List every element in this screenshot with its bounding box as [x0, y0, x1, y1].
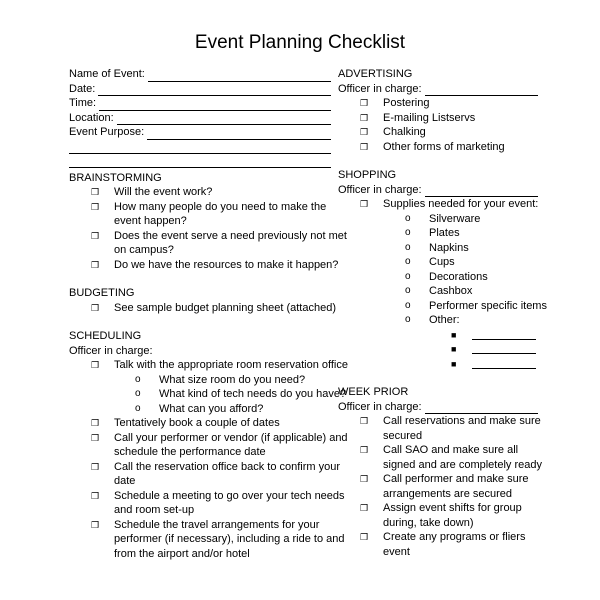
date-label: Date:	[69, 82, 96, 95]
checklist-item-text: performer (if necessary), including a ride to and	[114, 533, 345, 545]
sub-list-item-text: Cups	[429, 256, 455, 268]
checklist-item[interactable]	[338, 125, 538, 140]
other-line[interactable]	[472, 353, 536, 354]
sub-list-item-text: What kind of tech needs do you have?	[159, 388, 347, 400]
budgeting-list	[69, 301, 336, 316]
checkbox-icon[interactable]: ❒	[91, 230, 100, 241]
checklist-item[interactable]	[338, 111, 538, 126]
checklist-item-text: Other forms of marketing	[383, 140, 505, 153]
checklist-item-text: Does the event serve a need previously not met	[114, 229, 347, 242]
checklist-item-text: See sample budget planning sheet (attached)	[114, 301, 336, 314]
checklist-item-text: Postering	[383, 97, 430, 109]
checkbox-icon[interactable]: ❒	[91, 461, 100, 472]
checklist-item[interactable]	[69, 489, 345, 518]
shopping-officer-line[interactable]	[425, 185, 538, 197]
sub-list-item	[338, 299, 547, 314]
checklist-item-text: Call reservations and make sure	[383, 415, 541, 427]
checkbox-icon[interactable]: ❒	[360, 474, 369, 484]
event-purpose-field[interactable]	[69, 125, 331, 140]
sub-list-item	[338, 284, 538, 299]
checklist-item-text: signed and are completely ready	[383, 458, 542, 471]
checkbox-icon[interactable]: ❒	[360, 416, 369, 426]
page-title: Event Planning Checklist	[194, 32, 406, 53]
sub-list-item	[338, 226, 538, 241]
checkbox-icon[interactable]: ❒	[360, 532, 369, 542]
checklist-item-text: date	[114, 475, 136, 487]
circle-bullet-icon: o	[405, 212, 411, 224]
week-prior-officer-line[interactable]	[425, 402, 538, 414]
date-line[interactable]	[98, 84, 331, 96]
supplies-list	[338, 212, 547, 328]
sub-list-item	[338, 313, 538, 328]
name-of-event-line[interactable]	[148, 70, 331, 82]
checklist-item[interactable]	[69, 518, 345, 562]
brainstorming-list	[69, 185, 347, 272]
other-line[interactable]	[472, 368, 536, 369]
name-of-event-field[interactable]	[69, 67, 331, 82]
circle-bullet-icon: o	[405, 227, 411, 238]
checkbox-icon[interactable]: ❒	[360, 503, 369, 513]
shopping-officer-field[interactable]	[338, 183, 538, 198]
other-blank-1[interactable]	[338, 328, 538, 343]
checklist-item-text: schedule the performance date	[114, 446, 266, 458]
time-line[interactable]	[99, 99, 331, 111]
advertising-officer-field[interactable]	[338, 82, 538, 97]
sub-list-item	[338, 241, 538, 256]
checklist-item[interactable]	[69, 200, 331, 229]
sub-list-item-text: Cashbox	[429, 285, 473, 297]
advertising-officer-label: Officer in charge:	[338, 82, 422, 95]
location-line[interactable]	[117, 113, 331, 125]
checklist-item-text: event	[383, 545, 410, 558]
checkbox-icon[interactable]: ❒	[360, 445, 369, 455]
checkbox-icon[interactable]: ❒	[360, 98, 369, 108]
checklist-item[interactable]	[69, 301, 336, 316]
checklist-item-text: How many people do you need to make the	[114, 200, 327, 213]
sub-list-item-text: What size room do you need?	[159, 373, 306, 386]
square-bullet-icon: ■	[451, 358, 457, 369]
checkbox-icon[interactable]: ❒	[91, 418, 100, 428]
other-blank-2[interactable]	[338, 342, 538, 357]
checklist-item-text: Will the event work?	[114, 186, 213, 198]
checklist-item-text: Create any programs or fliers	[383, 531, 526, 543]
advertising-officer-line[interactable]	[425, 84, 538, 96]
circle-bullet-icon: o	[135, 388, 141, 399]
checklist-item[interactable]	[338, 140, 538, 155]
name-of-event-label: Name of Event:	[69, 68, 145, 80]
circle-bullet-icon: o	[405, 241, 411, 253]
scheduling-list	[69, 416, 348, 561]
sub-list-item	[69, 387, 347, 402]
checklist-item-text: event happen?	[114, 215, 187, 227]
checklist-item[interactable]	[338, 96, 538, 111]
other-line[interactable]	[472, 339, 536, 340]
checkbox-icon[interactable]: ❒	[360, 141, 369, 152]
checklist-item[interactable]	[69, 358, 348, 373]
checklist-item[interactable]	[69, 229, 347, 258]
checklist-item-text: from the airport and/or hotel	[114, 547, 250, 560]
week-prior-officer-field[interactable]	[338, 400, 538, 415]
checklist-item[interactable]	[338, 530, 538, 559]
checklist-item[interactable]	[338, 414, 541, 443]
checklist-item-text: Schedule the travel arrangements for your	[114, 518, 320, 531]
checklist-item[interactable]	[69, 185, 331, 200]
budgeting-heading: BUDGETING	[69, 287, 135, 299]
scheduling-officer-label: Officer in charge:	[69, 344, 153, 357]
checkbox-icon[interactable]: ❒	[91, 259, 100, 270]
sub-list-item-text: Silverware	[429, 212, 481, 225]
date-field[interactable]	[69, 82, 331, 97]
purpose-blank-line-1[interactable]	[69, 140, 331, 154]
checklist-item-text: arrangements are secured	[383, 487, 513, 500]
brainstorming-heading: BRAINSTORMING	[69, 171, 162, 184]
checklist-item[interactable]	[338, 472, 538, 501]
other-blank-3[interactable]	[338, 357, 538, 372]
checkbox-icon[interactable]: ❒	[360, 127, 369, 137]
sub-list-item-text: Napkins	[429, 241, 469, 254]
advertising-list	[338, 96, 538, 154]
checkbox-icon[interactable]: ❒	[91, 490, 100, 501]
checklist-item[interactable]	[69, 258, 339, 273]
checklist-item[interactable]	[338, 197, 538, 212]
purpose-blank-line-2[interactable]	[69, 154, 331, 168]
sub-list-item-text: Other:	[429, 314, 460, 326]
checklist-item-text: during, take down)	[383, 516, 474, 529]
checklist-item-text: Schedule a meeting to go over your tech needs	[114, 489, 345, 502]
right-column	[338, 67, 547, 559]
circle-bullet-icon: o	[405, 299, 411, 311]
event-purpose-label: Event Purpose:	[69, 126, 145, 138]
checklist-item-text: Call the reservation office back to confirm your	[114, 460, 341, 473]
checkbox-icon[interactable]: ❒	[91, 360, 100, 370]
checklist-item-text: Do we have the resources to make it happen?	[114, 258, 339, 271]
sub-list-item-text: What can you afford?	[159, 402, 264, 415]
checkbox-icon[interactable]: ❒	[360, 199, 369, 209]
checklist-item-text: Call your performer or vendor (if applicable) and	[114, 431, 348, 444]
sub-list-item	[338, 212, 538, 227]
checklist-item[interactable]	[69, 416, 331, 431]
checklist-item-text: Assign event shifts for group	[383, 502, 522, 514]
checkbox-icon[interactable]: ❒	[91, 432, 100, 443]
checkbox-icon[interactable]: ❒	[91, 302, 100, 313]
circle-bullet-icon: o	[405, 256, 411, 267]
supplies-label: Supplies needed for your event:	[383, 198, 539, 210]
circle-bullet-icon: o	[405, 285, 411, 296]
checkbox-icon[interactable]: ❒	[91, 519, 100, 530]
scheduling-heading: SCHEDULING	[69, 330, 142, 342]
checklist-item-text: Call SAO and make sure all	[383, 444, 519, 456]
sub-list-item	[69, 402, 331, 417]
scheduling-first-item: Talk with the appropriate room reservation office	[114, 359, 348, 371]
circle-bullet-icon: o	[405, 270, 411, 282]
advertising-heading: ADVERTISING	[338, 68, 413, 80]
checklist-item-text: secured	[383, 429, 423, 442]
week-prior-heading: WEEK PRIOR	[338, 386, 409, 398]
checklist-item[interactable]	[69, 460, 341, 489]
checklist-item-text: E-mailing Listservs	[383, 111, 476, 124]
scheduling-sub-list	[69, 373, 347, 417]
checklist-item[interactable]	[338, 443, 542, 472]
event-purpose-line[interactable]	[147, 128, 331, 140]
time-field[interactable]	[69, 96, 331, 111]
sub-list-item-text: Decorations	[429, 270, 488, 283]
square-bullet-icon: ■	[451, 344, 457, 354]
circle-bullet-icon: o	[135, 373, 141, 385]
circle-bullet-icon: o	[405, 314, 411, 325]
checklist-item-text: on campus?	[114, 244, 174, 256]
left-column	[69, 67, 348, 561]
checklist-item-text: Tentatively book a couple of dates	[114, 417, 280, 429]
sub-list-item	[338, 255, 538, 270]
location-field[interactable]	[69, 111, 331, 126]
sub-list-item	[338, 270, 538, 285]
checkbox-icon[interactable]: ❒	[91, 187, 100, 197]
shopping-officer-label: Officer in charge:	[338, 183, 422, 196]
week-prior-officer-label: Officer in charge:	[338, 400, 422, 413]
checkbox-icon[interactable]: ❒	[91, 201, 100, 212]
checklist-item-text: Call performer and make sure	[383, 473, 529, 485]
sub-list-item	[69, 373, 331, 388]
week-prior-list	[338, 414, 542, 559]
square-bullet-icon: ■	[451, 329, 457, 340]
shopping-heading: SHOPPING	[338, 169, 397, 181]
sub-list-item-text: Performer specific items	[429, 299, 547, 312]
checklist-item[interactable]	[69, 431, 348, 460]
checklist-item-text: and room set-up	[114, 504, 195, 516]
checklist-item-text: Chalking	[383, 126, 426, 138]
location-label: Location:	[69, 111, 114, 124]
time-label: Time:	[69, 97, 97, 109]
checklist-item[interactable]	[338, 501, 538, 530]
sub-list-item-text: Plates	[429, 227, 460, 239]
checkbox-icon[interactable]: ❒	[360, 112, 369, 123]
circle-bullet-icon: o	[135, 402, 141, 414]
